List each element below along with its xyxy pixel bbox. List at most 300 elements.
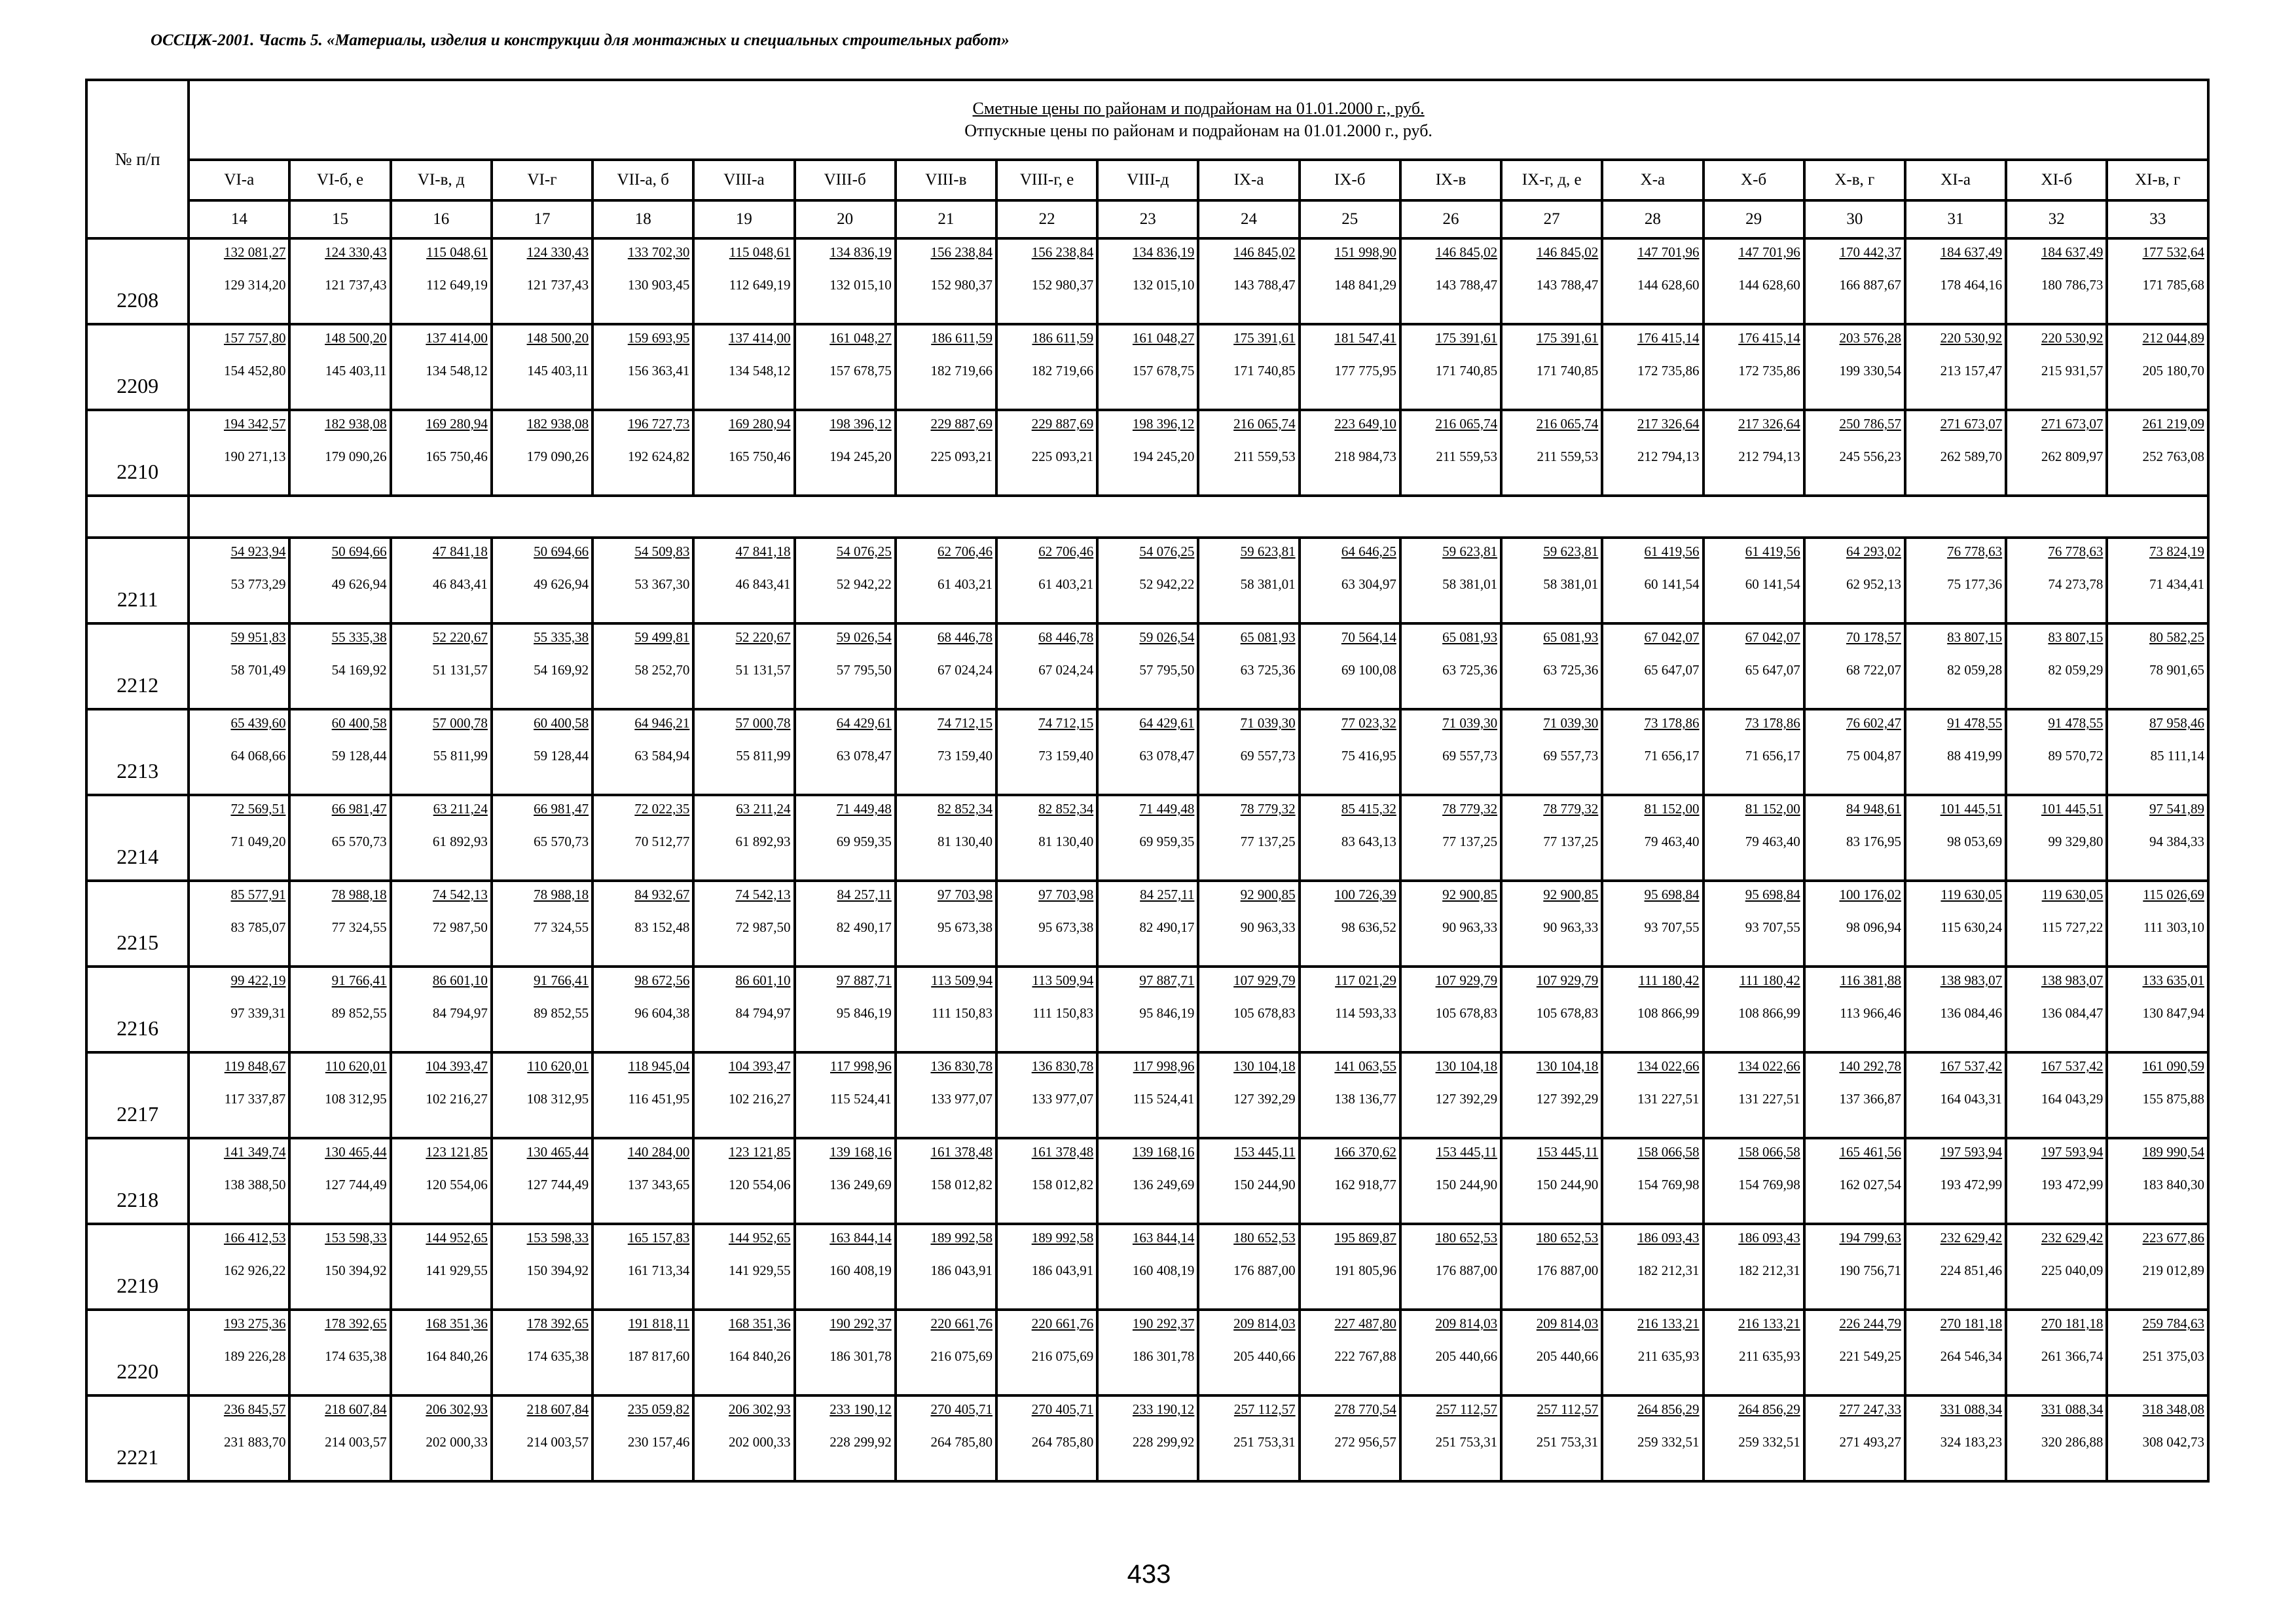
price-cell xyxy=(1300,410,1400,496)
estimated-price: 146 845,02 xyxy=(1536,244,1599,260)
price-cell xyxy=(1501,1395,1602,1481)
price-cell xyxy=(1198,1310,1299,1395)
estimated-price: 212 044,89 xyxy=(2142,330,2204,346)
estimated-price: 80 582,25 xyxy=(2149,629,2204,645)
price-cell xyxy=(795,1224,896,1310)
price-cell xyxy=(795,967,896,1052)
release-price: 144 628,60 xyxy=(1738,277,1800,293)
estimated-price: 64 429,61 xyxy=(836,715,892,731)
price-cell xyxy=(795,324,896,410)
release-price: 58 381,01 xyxy=(1442,576,1498,592)
price-cell xyxy=(1300,967,1400,1052)
price-cell xyxy=(1905,1224,2006,1310)
estimated-price: 270 181,18 xyxy=(1940,1316,2003,1331)
release-price: 59 128,44 xyxy=(331,748,387,764)
release-price: 65 647,07 xyxy=(1644,662,1700,678)
release-price: 164 840,26 xyxy=(729,1348,791,1364)
release-price: 131 227,51 xyxy=(1738,1091,1800,1107)
estimated-price: 84 932,67 xyxy=(634,887,690,902)
estimated-price: 62 706,46 xyxy=(1038,544,1094,559)
column-number: 19 xyxy=(693,200,794,238)
release-price: 115 727,22 xyxy=(2041,919,2104,935)
price-cell xyxy=(1400,410,1501,496)
estimated-price: 180 652,53 xyxy=(1435,1230,1498,1246)
region-header: XI-в, г xyxy=(2107,160,2208,200)
estimated-price: 137 414,00 xyxy=(426,330,488,346)
estimated-price: 170 442,37 xyxy=(1839,244,1901,260)
price-cell xyxy=(1400,1052,1501,1138)
release-price: 58 252,70 xyxy=(634,662,690,678)
price-cell xyxy=(2107,881,2208,967)
release-price: 63 725,36 xyxy=(1240,662,1296,678)
release-price: 150 244,90 xyxy=(1435,1177,1498,1192)
release-price: 127 744,49 xyxy=(526,1177,589,1192)
price-cell xyxy=(996,881,1097,967)
estimated-price: 104 393,47 xyxy=(426,1058,488,1074)
estimated-price: 203 576,28 xyxy=(1839,330,1901,346)
release-price: 138 136,77 xyxy=(1334,1091,1396,1107)
estimated-price: 156 238,84 xyxy=(930,244,993,260)
release-price: 65 647,07 xyxy=(1745,662,1800,678)
release-price: 116 451,95 xyxy=(628,1091,690,1107)
release-price: 138 388,50 xyxy=(223,1177,286,1192)
estimated-price: 130 465,44 xyxy=(526,1144,589,1160)
price-cell xyxy=(1198,1138,1299,1224)
release-price: 95 846,19 xyxy=(1139,1005,1195,1021)
price-cell xyxy=(189,410,289,496)
estimated-price: 91 766,41 xyxy=(534,972,589,988)
estimated-price: 209 814,03 xyxy=(1435,1316,1498,1331)
column-number: 32 xyxy=(2006,200,2107,238)
price-cell xyxy=(1097,1052,1198,1138)
price-cell xyxy=(289,1395,390,1481)
estimated-price: 175 391,61 xyxy=(1233,330,1296,346)
release-price: 53 367,30 xyxy=(634,576,690,592)
price-cell xyxy=(693,795,794,881)
price-cell xyxy=(2006,1310,2107,1395)
price-cell xyxy=(2107,1138,2208,1224)
estimated-price: 67 042,07 xyxy=(1745,629,1800,645)
price-cell xyxy=(896,410,996,496)
release-price: 192 624,82 xyxy=(627,449,690,464)
release-price: 72 987,50 xyxy=(735,919,791,935)
release-price: 93 707,55 xyxy=(1745,919,1800,935)
estimated-price: 186 611,59 xyxy=(931,330,993,346)
table-row xyxy=(86,1395,2208,1481)
price-cell xyxy=(1602,623,1703,709)
price-cell xyxy=(492,1138,592,1224)
release-price: 164 840,26 xyxy=(426,1348,488,1364)
price-cell xyxy=(1097,1310,1198,1395)
price-cell xyxy=(592,623,693,709)
column-number: 17 xyxy=(492,200,592,238)
estimated-price: 115 026,69 xyxy=(2143,887,2204,902)
estimated-price: 113 509,94 xyxy=(931,972,993,988)
release-price: 105 678,83 xyxy=(1233,1005,1296,1021)
release-price: 221 549,25 xyxy=(1839,1348,1901,1364)
release-price: 157 678,75 xyxy=(829,363,892,378)
price-cell xyxy=(996,538,1097,623)
estimated-price: 168 351,36 xyxy=(426,1316,488,1331)
release-price: 216 075,69 xyxy=(930,1348,993,1364)
price-cell xyxy=(896,881,996,967)
price-cell xyxy=(693,967,794,1052)
price-cell xyxy=(896,967,996,1052)
release-price: 51 131,57 xyxy=(432,662,488,678)
release-price: 218 984,73 xyxy=(1334,449,1396,464)
estimated-price: 78 988,18 xyxy=(331,887,387,902)
release-price: 98 053,69 xyxy=(1947,834,2003,849)
price-cell xyxy=(795,1052,896,1138)
estimated-price: 97 887,71 xyxy=(836,972,892,988)
release-price: 75 416,95 xyxy=(1341,748,1396,764)
release-price: 84 794,97 xyxy=(735,1005,791,1021)
estimated-price: 180 652,53 xyxy=(1233,1230,1296,1246)
price-cell xyxy=(1704,623,1804,709)
price-cell xyxy=(1704,538,1804,623)
release-price: 136 249,69 xyxy=(829,1177,892,1192)
release-price: 97 339,31 xyxy=(230,1005,286,1021)
estimated-price: 82 852,34 xyxy=(937,801,993,817)
price-cell xyxy=(492,881,592,967)
release-price: 83 176,95 xyxy=(1846,834,1901,849)
release-price: 164 043,29 xyxy=(2041,1091,2104,1107)
price-cell xyxy=(1198,238,1299,324)
price-cell xyxy=(2006,1138,2107,1224)
region-header: XI-б xyxy=(2006,160,2107,200)
price-cell xyxy=(1198,538,1299,623)
estimated-price: 77 023,32 xyxy=(1341,715,1396,731)
release-price: 111 150,83 xyxy=(1032,1005,1094,1021)
estimated-price: 180 652,53 xyxy=(1536,1230,1599,1246)
estimated-price: 111 180,42 xyxy=(1739,972,1800,988)
estimated-price: 190 292,37 xyxy=(1132,1316,1195,1331)
release-price: 55 811,99 xyxy=(736,748,791,764)
release-price: 60 141,54 xyxy=(1644,576,1700,592)
column-number: 23 xyxy=(1097,200,1198,238)
price-cell xyxy=(693,623,794,709)
table-row xyxy=(86,410,2208,496)
estimated-price: 85 577,91 xyxy=(230,887,286,902)
release-price: 136 249,69 xyxy=(1132,1177,1195,1192)
price-cell xyxy=(189,967,289,1052)
release-price: 199 330,54 xyxy=(1839,363,1901,378)
estimated-price: 130 465,44 xyxy=(325,1144,387,1160)
price-cell xyxy=(1804,1395,1905,1481)
estimated-price: 236 845,57 xyxy=(223,1401,286,1417)
estimated-price: 161 090,59 xyxy=(2142,1058,2204,1074)
price-cell xyxy=(1905,410,2006,496)
estimated-price: 68 446,78 xyxy=(1038,629,1094,645)
estimated-price: 54 923,94 xyxy=(230,544,286,559)
header-row-top xyxy=(86,80,2208,160)
estimated-price: 182 938,08 xyxy=(526,416,589,432)
estimated-price: 99 422,19 xyxy=(230,972,286,988)
column-number-row xyxy=(86,200,2208,238)
release-price: 77 324,55 xyxy=(331,919,387,935)
estimated-price: 64 946,21 xyxy=(634,715,690,731)
region-header: X-а xyxy=(1602,160,1703,200)
price-cell xyxy=(492,238,592,324)
release-price: 127 392,29 xyxy=(1233,1091,1296,1107)
release-price: 179 090,26 xyxy=(325,449,387,464)
price-cell xyxy=(1400,538,1501,623)
estimated-price: 107 929,79 xyxy=(1536,972,1599,988)
price-cell xyxy=(795,410,896,496)
estimated-price: 153 445,11 xyxy=(1537,1144,1599,1160)
release-price: 150 394,92 xyxy=(325,1263,387,1278)
release-price: 83 152,48 xyxy=(634,919,690,935)
estimated-price: 83 807,15 xyxy=(1947,629,2003,645)
price-cell xyxy=(693,1224,794,1310)
region-header: VIII-в xyxy=(896,160,996,200)
estimated-price: 62 706,46 xyxy=(937,544,993,559)
release-price: 77 137,25 xyxy=(1240,834,1296,849)
release-price: 162 926,22 xyxy=(223,1263,286,1278)
price-cell xyxy=(492,967,592,1052)
estimated-price: 140 284,00 xyxy=(627,1144,690,1160)
price-cell xyxy=(1501,324,1602,410)
estimated-price: 74 712,15 xyxy=(1038,715,1094,731)
estimated-price: 70 178,57 xyxy=(1846,629,1901,645)
estimated-price: 167 537,42 xyxy=(1940,1058,2003,1074)
estimated-price: 86 601,10 xyxy=(735,972,791,988)
release-price: 63 078,47 xyxy=(836,748,892,764)
price-cell xyxy=(1300,623,1400,709)
price-cell xyxy=(996,324,1097,410)
price-cell xyxy=(2006,410,2107,496)
release-price: 162 027,54 xyxy=(1839,1177,1901,1192)
release-price: 228 299,92 xyxy=(829,1434,892,1450)
release-price: 52 942,22 xyxy=(1139,576,1195,592)
release-price: 90 963,33 xyxy=(1240,919,1296,935)
release-price: 115 630,24 xyxy=(1941,919,2003,935)
release-price: 82 490,17 xyxy=(1139,919,1195,935)
estimated-price: 76 778,63 xyxy=(1947,544,2003,559)
release-price: 174 635,38 xyxy=(526,1348,589,1364)
estimated-price: 59 026,54 xyxy=(836,629,892,645)
column-number: 25 xyxy=(1300,200,1400,238)
estimated-price: 178 392,65 xyxy=(526,1316,589,1331)
estimated-price: 138 983,07 xyxy=(1940,972,2003,988)
estimated-price: 182 938,08 xyxy=(325,416,387,432)
row-number: 2218 xyxy=(86,1138,189,1224)
price-group-header xyxy=(189,80,2208,160)
estimated-price: 130 104,18 xyxy=(1536,1058,1599,1074)
release-price: 161 713,34 xyxy=(627,1263,690,1278)
release-price: 95 846,19 xyxy=(836,1005,892,1021)
release-price: 82 059,29 xyxy=(2048,662,2104,678)
estimated-price: 123 121,85 xyxy=(729,1144,791,1160)
region-header: VIII-а xyxy=(693,160,794,200)
release-price: 190 271,13 xyxy=(223,449,286,464)
release-price: 63 584,94 xyxy=(634,748,690,764)
estimated-price: 257 112,57 xyxy=(1436,1401,1498,1417)
row-number: 2220 xyxy=(86,1310,189,1395)
price-cell xyxy=(795,623,896,709)
estimated-price: 226 244,79 xyxy=(1839,1316,1901,1331)
price-cell xyxy=(391,709,492,795)
estimated-price: 220 530,92 xyxy=(1940,330,2003,346)
price-cell xyxy=(1804,709,1905,795)
estimated-price: 134 836,19 xyxy=(1132,244,1195,260)
release-price: 57 795,50 xyxy=(1139,662,1195,678)
estimated-price: 259 784,63 xyxy=(2142,1316,2204,1331)
estimated-price: 81 152,00 xyxy=(1644,801,1700,817)
price-cell xyxy=(1602,1395,1703,1481)
price-cell xyxy=(1097,410,1198,496)
price-cell xyxy=(391,410,492,496)
estimated-price: 264 856,29 xyxy=(1738,1401,1800,1417)
release-price: 150 244,90 xyxy=(1536,1177,1599,1192)
estimated-price: 101 445,51 xyxy=(1940,801,2003,817)
price-cell xyxy=(1400,623,1501,709)
release-price: 205 440,66 xyxy=(1536,1348,1599,1364)
price-cell xyxy=(492,1395,592,1481)
release-price: 176 887,00 xyxy=(1233,1263,1296,1278)
estimated-price: 233 190,12 xyxy=(829,1401,892,1417)
table-row xyxy=(86,1138,2208,1224)
estimated-price: 74 542,13 xyxy=(735,887,791,902)
release-price: 54 169,92 xyxy=(331,662,387,678)
price-cell xyxy=(1097,1395,1198,1481)
price-cell xyxy=(189,795,289,881)
release-price: 58 381,01 xyxy=(1543,576,1599,592)
release-price: 245 556,23 xyxy=(1839,449,1901,464)
price-cell xyxy=(1704,795,1804,881)
release-price: 112 649,19 xyxy=(426,277,488,293)
estimated-price: 72 569,51 xyxy=(230,801,286,817)
release-price: 136 084,47 xyxy=(2041,1005,2104,1021)
release-price: 143 788,47 xyxy=(1536,277,1599,293)
estimated-price: 217 326,64 xyxy=(1637,416,1700,432)
release-price: 59 128,44 xyxy=(534,748,589,764)
estimated-price: 261 219,09 xyxy=(2142,416,2204,432)
price-cell xyxy=(795,1310,896,1395)
release-price: 88 419,99 xyxy=(1947,748,2003,764)
release-price: 177 775,95 xyxy=(1334,363,1396,378)
price-cell xyxy=(391,1138,492,1224)
price-cell xyxy=(1602,324,1703,410)
estimated-price: 161 048,27 xyxy=(1132,330,1195,346)
price-cell xyxy=(1097,324,1198,410)
release-prices-header: Отпускные цены по районам и подрайонам на 01.01.2000 г., руб. xyxy=(964,121,1432,140)
release-price: 214 003,57 xyxy=(526,1434,589,1450)
price-cell xyxy=(189,1395,289,1481)
estimated-price: 101 445,51 xyxy=(2041,801,2104,817)
release-price: 137 343,65 xyxy=(627,1177,690,1192)
release-price: 108 312,95 xyxy=(325,1091,387,1107)
release-price: 84 794,97 xyxy=(432,1005,488,1021)
price-cell xyxy=(1602,538,1703,623)
price-cell xyxy=(1602,881,1703,967)
release-price: 172 735,86 xyxy=(1738,363,1800,378)
release-price: 102 216,27 xyxy=(729,1091,791,1107)
region-header: VI-а xyxy=(189,160,289,200)
estimated-price: 165 461,56 xyxy=(1839,1144,1901,1160)
price-cell xyxy=(492,324,592,410)
release-price: 133 977,07 xyxy=(930,1091,993,1107)
estimated-price: 147 701,96 xyxy=(1637,244,1700,260)
region-header: VI-в, д xyxy=(391,160,492,200)
estimated-price: 71 039,30 xyxy=(1240,715,1296,731)
release-price: 186 301,78 xyxy=(1132,1348,1195,1364)
row-number: 2219 xyxy=(86,1224,189,1310)
estimated-price: 104 393,47 xyxy=(729,1058,791,1074)
estimated-price: 134 836,19 xyxy=(829,244,892,260)
estimated-price: 153 445,11 xyxy=(1233,1144,1296,1160)
release-price: 225 093,21 xyxy=(1031,449,1094,464)
price-cell xyxy=(1198,623,1299,709)
price-cell xyxy=(2107,238,2208,324)
release-price: 252 763,08 xyxy=(2142,449,2204,464)
release-price: 63 078,47 xyxy=(1139,748,1195,764)
release-price: 77 324,55 xyxy=(534,919,589,935)
release-price: 324 183,23 xyxy=(1940,1434,2003,1450)
price-cell xyxy=(1198,881,1299,967)
release-price: 63 725,36 xyxy=(1543,662,1599,678)
release-price: 89 852,55 xyxy=(534,1005,589,1021)
estimated-price: 177 532,64 xyxy=(2142,244,2204,260)
release-price: 74 273,78 xyxy=(2048,576,2104,592)
price-cell xyxy=(1501,238,1602,324)
estimated-price: 193 275,36 xyxy=(223,1316,286,1331)
estimated-price: 191 818,11 xyxy=(628,1316,690,1331)
release-price: 82 059,28 xyxy=(1947,662,2003,678)
estimated-price: 206 302,93 xyxy=(426,1401,488,1417)
price-cell xyxy=(896,238,996,324)
price-cell xyxy=(189,1310,289,1395)
table-row xyxy=(86,238,2208,324)
release-price: 194 245,20 xyxy=(829,449,892,464)
spacer-cell xyxy=(86,496,189,538)
release-price: 79 463,40 xyxy=(1745,834,1800,849)
price-cell xyxy=(1905,1138,2006,1224)
price-cell xyxy=(2107,709,2208,795)
estimated-price: 186 093,43 xyxy=(1738,1230,1800,1246)
estimated-price: 98 672,56 xyxy=(634,972,690,988)
estimated-price: 59 499,81 xyxy=(634,629,690,645)
estimated-price: 97 703,98 xyxy=(937,887,993,902)
estimated-price: 64 429,61 xyxy=(1139,715,1195,731)
estimated-price: 134 022,66 xyxy=(1738,1058,1800,1074)
release-price: 112 649,19 xyxy=(729,277,791,293)
price-cell xyxy=(391,967,492,1052)
price-cell xyxy=(391,1310,492,1395)
price-cell xyxy=(693,1052,794,1138)
estimated-price: 166 370,62 xyxy=(1334,1144,1396,1160)
estimated-price: 331 088,34 xyxy=(1940,1401,2003,1417)
price-cell xyxy=(492,410,592,496)
column-number: 30 xyxy=(1804,200,1905,238)
release-price: 77 137,25 xyxy=(1442,834,1498,849)
price-cell xyxy=(2107,1224,2208,1310)
price-cell xyxy=(1198,410,1299,496)
release-price: 69 557,73 xyxy=(1543,748,1599,764)
release-price: 71 656,17 xyxy=(1745,748,1800,764)
price-cell xyxy=(693,1395,794,1481)
estimated-price: 167 537,42 xyxy=(2041,1058,2104,1074)
price-cell xyxy=(1905,238,2006,324)
column-number: 28 xyxy=(1602,200,1703,238)
release-price: 158 012,82 xyxy=(1031,1177,1094,1192)
estimated-price: 163 844,14 xyxy=(829,1230,892,1246)
release-price: 171 785,68 xyxy=(2142,277,2204,293)
estimated-price: 115 048,61 xyxy=(426,244,488,260)
release-price: 186 301,78 xyxy=(829,1348,892,1364)
estimated-price: 84 257,11 xyxy=(837,887,892,902)
estimated-price: 216 065,74 xyxy=(1233,416,1296,432)
